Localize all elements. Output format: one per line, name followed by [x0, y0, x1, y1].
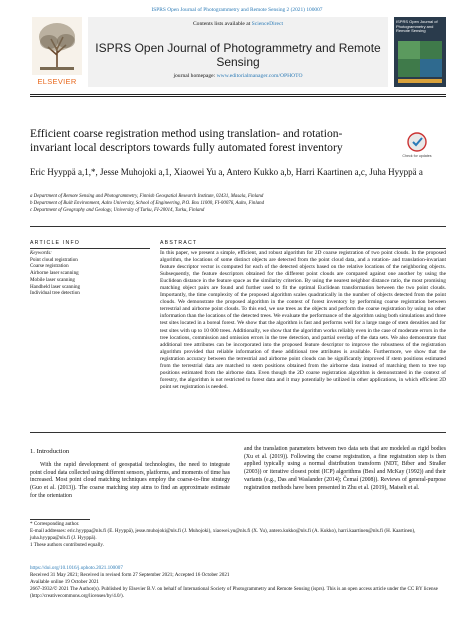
check-for-updates-badge[interactable]: [404, 131, 430, 161]
journal-header: [30, 17, 446, 91]
publication-info: [30, 565, 446, 600]
corresponding-author-note: * Corresponding author.: [30, 521, 80, 527]
received-dates: Received 31 May 2021; Received in revised form 27 September 2021; Accepted 16 October 2021: [30, 571, 230, 578]
sciencedirect-link[interactable]: ScienceDirect: [251, 21, 284, 27]
abstract-heading: ABSTRACT: [160, 240, 198, 246]
contents-line: [88, 21, 388, 27]
keyword-item: Handheld laser scanning: [30, 283, 81, 290]
keyword-item: Individual tree detection: [30, 290, 80, 297]
article-title: Efficient coarse registration method using translation- and rotation-invariant local descriptors towards fully automated forest inventory: [30, 127, 343, 154]
affiliation-a: a Department of Remote Sensing and Photogrammetry, Finnish Geospatial Research Institute, 02431, Masala, Finland: [30, 194, 264, 199]
right-column-paragraph: and the translation parameters between two data sets that are modeled as rigid bodies (Xu et al. (2019)). Following the coarse registration, a fine registration step is then applied typically using a normal distribution transform (NDT, Biber and Straßer (2003)) or iterative closest point (ICP) algorithms (Besl and McKay (1992)) and their variants (e.g., Das and Waslander (2014); Čemaí (2008)). Reviews of general-purpose registration methods have been presented in Zhu et al. (2019), Maiseli et al.: [244, 446, 446, 491]
footnotes: [30, 521, 446, 549]
author-list: Eric Hyyppä a,1,*, Jesse Muhojoki a,1, Xiaowei Yu a, Antero Kukko a,b, Harri Kaartinen a,c, Juha Hyyppä a: [30, 167, 423, 177]
affiliations: [30, 194, 430, 214]
email-addresses[interactable]: E-mail addresses: eric.hyyppa@nls.fi (E. Hyyppä), jesse.muhojoki@nls.fi (J. Muhojoki), xiaowei.yu@nls.fi (X. Yu), antero.kukko@nls.fi (A. Kukko), harri.kaartinen@nls.fi (H. Kaartinen), juha.hyyppa@nls.fi (J. Hyyppä).: [30, 527, 416, 541]
journal-citation-line[interactable]: ISPRS Open Journal of Photogrammetry and Remote Sensing 2 (2021) 100007: [151, 7, 323, 13]
doi-link[interactable]: https://doi.org/10.1016/j.ophoto.2021.100007: [30, 565, 123, 571]
homepage-prefix: journal homepage:: [173, 73, 217, 79]
introduction-paragraph: With the rapid development of geospatial technologies, the need to integrate point cloud data collected using different sensors, platforms, and moments of time has increased. Most point cloud matching techniques employ the coarse-to-fine strategy (Guo et al. (2013)). The coarse matching step aims to find an approximate estimate for the orientation: [30, 462, 230, 499]
affiliation-rule: [30, 226, 446, 227]
abstract-text: In this paper, we present a simple, efficient, and robust algorithm for 2D coarse registration of two point clouds. In the proposed algorithm, the locations of some distinct objects are detected from the point cloud data, and a rotation- and translation-invariant feature descriptor vector is computed for each of the detected objects based on the relative locations of the neighboring objects. Subsequently, the feature descriptors obtained for the different point clouds are compared against one another by using the Euclidean distance in the feature space as the similarity criterion. By using the nearest neighbor distance ratio, the most promising matching object pairs are found and further used to fit the optimal Euclidean transformation between the two point clouds. Importantly, the time complexity of the proposed algorithm scales quadratically in the number of objects detected from the point clouds. We demonstrate the proposed algorithm in the context of forest inventory by performing coarse registration between terrestrial and airborne point clouds. To this end, we use trees as the objects and perform the coarse registration by using no other information than the locations of the detected trees. We evaluate the performance of the algorithm using both simulations and three test sites located in a boreal forest. We show that the algorithm is fast and performs well for a large range of stem densities and for test sites with up to 10 000 trees. Additionally, we show that the algorithm works reliably even in the case of moderate errors in the tree locations, commission and omission errors in the tree detection, and partial overlap of the data sets. We also demonstrate that additional tree attributes can be incorporated into the proposed feature descriptor to improve the robustness of the registration algorithm provided that reliable information of these additional tree attributes is available. Furthermore, we show that the registration accuracy between the terrestrial and airborne point clouds can be significantly improved if stem positions estimated from the terrestrial data are matched to stem positions obtained from the airborne data instead of matching them to tree top positions estimated from the airborne data. Even though the 2D coarse registration algorithm is demonstrated in the context of forestry, the algorithm is not restricted to forest data and it may potentially be utilized in other applications, in which efficient 2D point set registration is needed.: [160, 250, 446, 390]
keyword-item: Mobile laser scanning: [30, 276, 75, 283]
footnote-rule: [30, 519, 90, 520]
header-rule-top: [30, 94, 446, 95]
cover-title: ISPRS Open Journal of Photogrammetry and Remote Sensing: [396, 19, 438, 33]
check-for-updates-label: Check for updates: [402, 154, 432, 158]
keyword-item: Point cloud registration: [30, 256, 78, 263]
abstract-rule: [160, 248, 446, 249]
copyright-license: 2667-3932/© 2021 The Author(s). Published by Elsevier B.V. on behalf of International Society of Photogrammetry and Remote Sensing (isprs). This is an open access article under the CC BY license (http://creativecommons.org/licenses/by/4.0/).: [30, 585, 438, 599]
article-info-heading: ARTICLE INFO: [30, 240, 81, 246]
abstract-bottom-rule: [30, 432, 446, 433]
keyword-item: Airborne laser scanning: [30, 270, 79, 277]
equal-contribution-note: 1 These authors contributed equally.: [30, 541, 104, 548]
introduction-heading: 1. Introduction: [30, 448, 70, 455]
homepage-link[interactable]: www.editorialmanager.com/OPHOTO: [216, 73, 303, 79]
contents-box: [88, 17, 388, 87]
affiliation-b: b Department of Built Environment, Aalto University, School of Engineering, P.O. Box 11000, FI-00076, Aalto, Finland: [30, 200, 265, 206]
article-info-rule: [30, 248, 150, 249]
journal-cover-thumbnail[interactable]: [394, 17, 446, 87]
keyword-item: Coarse registration: [30, 263, 69, 270]
header-rule-bottom: [30, 96, 446, 97]
contents-prefix: Contents lists available at: [192, 21, 252, 27]
available-online: Available online 19 October 2021: [30, 578, 99, 585]
keywords-block: [30, 250, 150, 297]
keywords-label: Keywords:: [30, 250, 52, 256]
affiliation-c: c Department of Geography and Geology, University of Turku, FI-20014, Turku, Finland: [30, 207, 205, 213]
homepage-line: [88, 73, 388, 79]
journal-title: ISPRS Open Journal of Photogrammetry and Remote Sensing: [95, 41, 381, 69]
publisher-name: ELSEVIER: [37, 77, 77, 86]
